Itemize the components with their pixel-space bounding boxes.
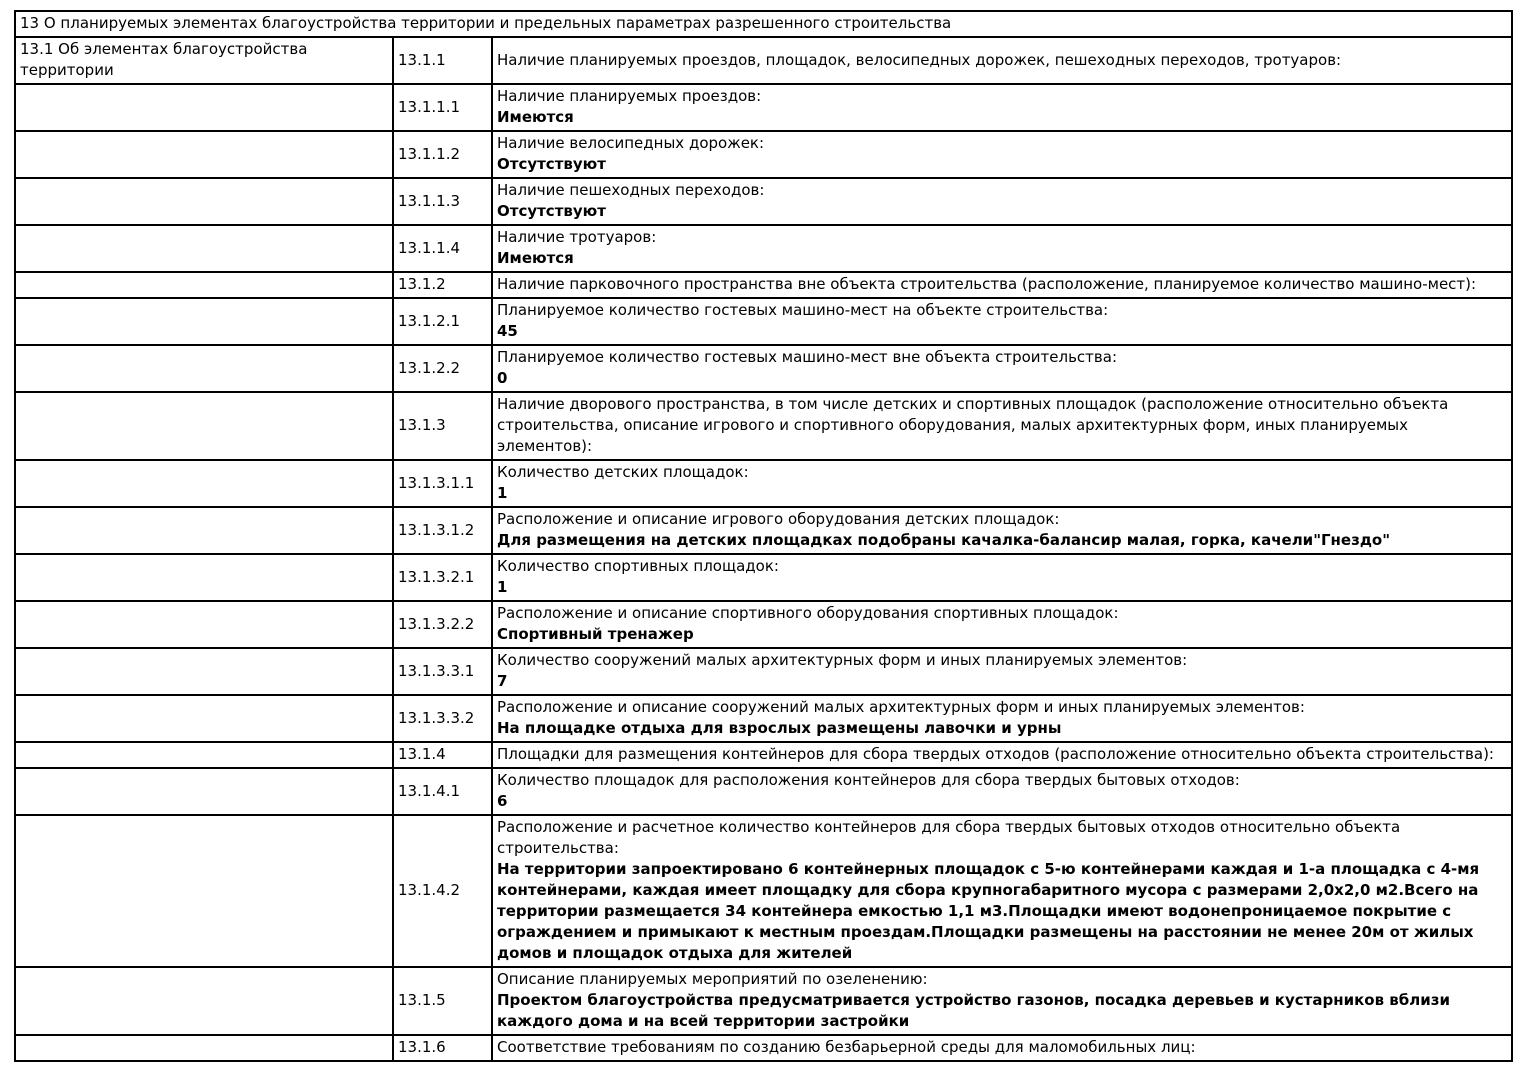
table-row [15,768,1512,815]
row-content-cell [492,1035,1512,1061]
row-label: Наличие тротуаров: [497,228,657,246]
row-label: Соответствие требованиям по созданию безбарьерной среды для маломобильных лиц: [497,1038,1196,1056]
row-label: Планируемое количество гостевых машино-мест вне объекта строительства: [497,348,1117,366]
group-empty-cell [15,131,393,178]
row-label: Наличие планируемых проездов: [497,87,762,105]
row-value: Для размещения на детских площадках подобраны качалка-балансир малая, горка, качели"Гнездо" [497,531,1391,549]
row-value: 6 [497,792,508,810]
group-empty-cell [15,460,393,507]
group-empty-cell [15,1035,393,1061]
row-code: 13.1.3.1.2 [393,507,492,554]
row-value: Имеются [497,108,574,126]
row-content-cell [492,345,1512,392]
project-declaration-table [14,10,1513,1062]
table-row [15,507,1512,554]
row-code: 13.1.3.2.1 [393,554,492,601]
row-value: Отсутствуют [497,202,606,220]
row-value: 1 [497,484,508,502]
group-empty-cell [15,554,393,601]
table-row [15,460,1512,507]
row-label: Описание планируемых мероприятий по озеленению: [497,970,928,988]
row-content-cell [492,967,1512,1035]
table-row [15,601,1512,648]
row-label: Наличие парковочного пространства вне объекта строительства (расположение, планируемое количество машино-мест): [497,275,1477,293]
group-empty-cell [15,768,393,815]
group-label-cell: 13.1 Об элементах благоустройства территории [15,37,393,84]
row-value: Проектом благоустройства предусматривается устройство газонов, посадка деревьев и кустарников вблизи каждого дома и на всей территории застройки [497,991,1450,1030]
row-code: 13.1.4.1 [393,768,492,815]
row-label: Наличие планируемых проездов, площадок, велосипедных дорожек, пешеходных переходов, тротуаров: [497,50,1342,69]
row-content-cell [492,131,1512,178]
row-value: 1 [497,578,508,596]
row-content-cell [492,554,1512,601]
row-code: 13.1.6 [393,1035,492,1061]
table-row [15,298,1512,345]
row-content-cell [492,648,1512,695]
row-content-cell [492,298,1512,345]
row-content-cell [492,272,1512,298]
row-value: Отсутствуют [497,155,606,173]
row-code: 13.1.3.3.1 [393,648,492,695]
table-row [15,695,1512,742]
row-label: Наличие пешеходных переходов: [497,181,765,199]
section-header-row [15,11,1512,37]
group-empty-cell [15,648,393,695]
table-row [15,815,1512,967]
table-row [15,84,1512,131]
row-label: Расположение и расчетное количество контейнеров для сбора твердых бытовых отходов относительно объекта строительства: [497,818,1401,857]
group-empty-cell [15,84,393,131]
row-label: Количество сооружений малых архитектурных форм и иных планируемых элементов: [497,651,1188,669]
row-content-cell [492,695,1512,742]
row-value: На площадке отдыха для взрослых размещены лавочки и урны [497,719,1062,737]
group-empty-cell [15,507,393,554]
row-code: 13.1.3 [393,392,492,460]
row-label: Планируемое количество гостевых машино-мест на объекте строительства: [497,301,1109,319]
row-code: 13.1.3.2.2 [393,601,492,648]
row-content-cell [492,84,1512,131]
row-label: Расположение и описание игрового оборудования детских площадок: [497,510,1060,528]
table-row [15,967,1512,1035]
row-label: Количество площадок для расположения контейнеров для сбора твердых бытовых отходов: [497,771,1240,789]
row-code: 13.1.4.2 [393,815,492,967]
table-row [15,742,1512,768]
row-code: 13.1.1.4 [393,225,492,272]
row-content-cell [492,392,1512,460]
group-empty-cell [15,345,393,392]
row-value: На территории запроектировано 6 контейнерных площадок с 5-ю контейнерами каждая и 1-а площадка с 4-мя контейнерами, каждая имеет площадку для сбора крупногабаритного мусора с размерами 2,0х2,0 м2.Всего на территории размещается 34 контейнера емкостью 1,1 м3.Площадки имеют водонепроницаемое покрытие с ограждением и примыкают к местным проездам.Площадки размещены на расстоянии не менее 20м от жилых домов и площадок отдыха для жителей [497,860,1480,962]
table-row [15,1035,1512,1061]
row-value: Имеются [497,249,574,267]
row-content-cell [492,742,1512,768]
table-row [15,37,1512,84]
group-empty-cell [15,967,393,1035]
row-code: 13.1.1 [393,37,492,84]
table-row [15,225,1512,272]
table-row [15,131,1512,178]
row-code: 13.1.3.3.2 [393,695,492,742]
row-label: Количество детских площадок: [497,463,749,481]
row-value: 0 [497,369,508,387]
row-content-cell [492,601,1512,648]
row-value: 45 [497,322,518,340]
row-code: 13.1.2.1 [393,298,492,345]
row-code: 13.1.1.3 [393,178,492,225]
row-content-cell [492,507,1512,554]
row-code: 13.1.5 [393,967,492,1035]
group-empty-cell [15,742,393,768]
section-header: 13 О планируемых элементах благоустройства территории и предельных параметрах разрешенного строительства [15,11,1512,37]
row-code: 13.1.1.1 [393,84,492,131]
row-label: Площадки для размещения контейнеров для сбора твердых отходов (расположение относительно объекта строительства): [497,745,1494,763]
row-content-cell [492,768,1512,815]
table-row [15,648,1512,695]
row-label: Наличие велосипедных дорожек: [497,134,765,152]
table-row [15,272,1512,298]
group-empty-cell [15,695,393,742]
table-row [15,178,1512,225]
row-code: 13.1.3.1.1 [393,460,492,507]
row-label: Наличие дворового пространства, в том числе детских и спортивных площадок (расположение относительно объекта строительства, описание игрового и спортивного оборудования, малых архитектурных форм, иных планируемых элементов): [497,395,1449,455]
row-content-cell [492,178,1512,225]
group-empty-cell [15,601,393,648]
row-value: Спортивный тренажер [497,625,694,643]
row-label: Количество спортивных площадок: [497,557,779,575]
row-code: 13.1.2 [393,272,492,298]
row-label: Расположение и описание спортивного оборудования спортивных площадок: [497,604,1119,622]
row-code: 13.1.2.2 [393,345,492,392]
group-empty-cell [15,298,393,345]
group-empty-cell [15,815,393,967]
table-row [15,554,1512,601]
row-label: Расположение и описание сооружений малых архитектурных форм и иных планируемых элементов: [497,698,1305,716]
row-content-cell [492,460,1512,507]
group-empty-cell [15,178,393,225]
group-empty-cell [15,272,393,298]
row-content-cell [492,225,1512,272]
row-content-cell [492,815,1512,967]
row-code: 13.1.1.2 [393,131,492,178]
table-row [15,392,1512,460]
declaration-section-13 [14,10,1513,1062]
row-code: 13.1.4 [393,742,492,768]
row-content-cell [492,37,1512,84]
table-row [15,345,1512,392]
row-value: 7 [497,672,508,690]
group-empty-cell [15,225,393,272]
group-empty-cell [15,392,393,460]
